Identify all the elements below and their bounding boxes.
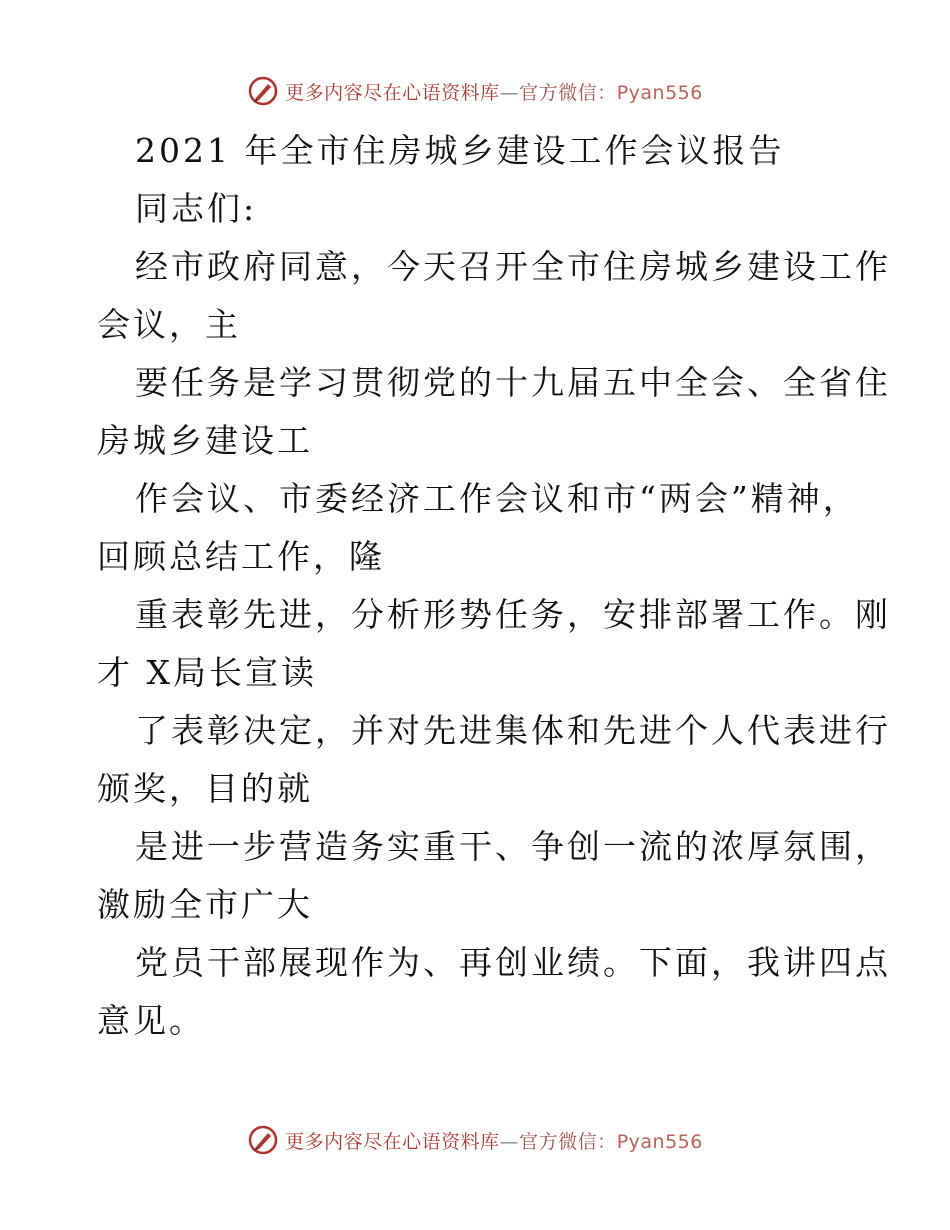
paragraph-line: 重表彰先进，分析形势任务，安排部署工作。刚 xyxy=(135,595,891,634)
paragraph-line: 意见。 xyxy=(97,1001,205,1040)
document-title: 2021 年全市住房城乡建设工作会议报告 xyxy=(135,131,785,170)
paragraph-line: 作会议、市委经济工作会议和市“两会”精神， xyxy=(135,479,859,518)
watermark-sub: 官方微信： xyxy=(519,81,617,104)
paragraph-line: 颁奖，目的就 xyxy=(97,769,313,808)
paragraph-line: 党员干部展现作为、再创业绩。下面，我讲四点 xyxy=(135,943,891,982)
watermark-text xyxy=(285,78,703,105)
watermark-sub: 官方微信： xyxy=(519,1130,617,1153)
paragraph-line: 了表彰决定，并对先进集体和先进个人代表进行 xyxy=(135,711,891,750)
watermark-dash: — xyxy=(499,1130,520,1153)
paragraph-line: 房城乡建设工 xyxy=(97,421,313,460)
paragraph-line: 是进一步营造务实重干、争创一流的浓厚氛围， xyxy=(135,827,891,866)
paragraph-line: 才 X局长宣读 xyxy=(97,653,317,692)
paragraph-line: 会议，主 xyxy=(97,305,241,344)
paragraph-line: 经市政府同意，今天召开全市住房城乡建设工作 xyxy=(135,247,891,286)
watermark-wechat-id: Pyan556 xyxy=(616,1130,703,1153)
footer-watermark xyxy=(0,1120,950,1160)
paragraph-line: 回顾总结工作，隆 xyxy=(97,537,385,576)
watermark-wechat-id: Pyan556 xyxy=(616,81,703,104)
paragraph-line: 要任务是学习贯彻党的十九届五中全会、全省住 xyxy=(135,363,891,402)
watermark-main: 更多内容尽在心语资料库 xyxy=(285,81,500,104)
pen-logo-icon xyxy=(247,75,279,107)
watermark-text xyxy=(285,1127,703,1154)
pen-logo-icon xyxy=(247,1124,279,1156)
watermark-dash: — xyxy=(499,81,520,104)
salutation: 同志们: xyxy=(135,189,258,228)
paragraph-line: 激励全市广大 xyxy=(97,885,313,924)
watermark-main: 更多内容尽在心语资料库 xyxy=(285,1130,500,1153)
document-body xyxy=(97,122,891,1050)
header-watermark xyxy=(0,71,950,111)
